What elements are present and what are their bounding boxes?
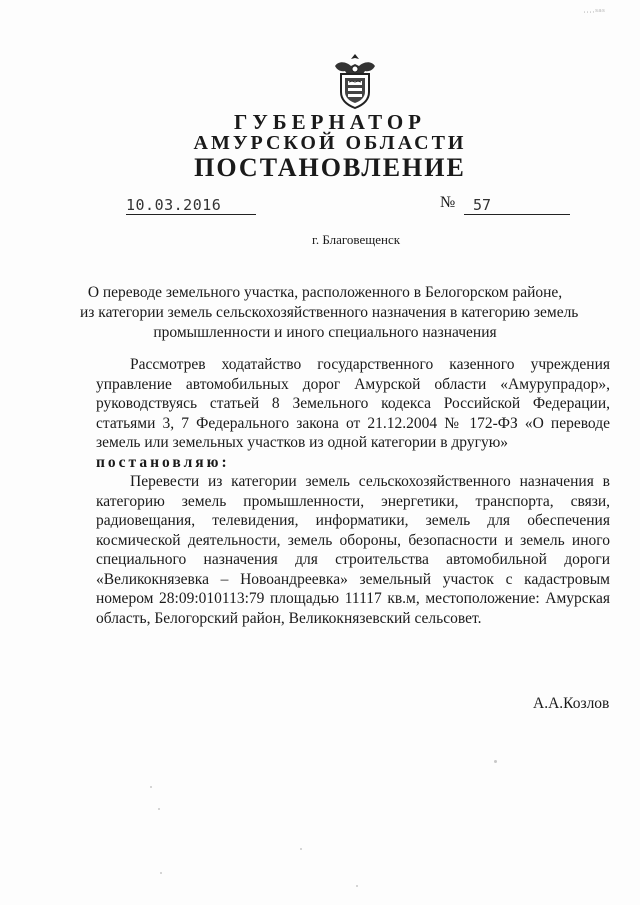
scan-speck xyxy=(300,848,302,850)
scan-speck xyxy=(160,872,162,874)
issuer-title: ГУБЕРНАТОР xyxy=(233,110,427,134)
document-body xyxy=(96,355,610,628)
document-type: ПОСТАНОВЛЕНИЕ xyxy=(194,153,466,182)
number-sign: № xyxy=(440,194,456,211)
issuer-region: АМУРСКОЙ ОБЛАСТИ xyxy=(193,132,467,154)
scan-corner-mark: ⋯·ˢᵃˢ xyxy=(583,8,606,18)
scan-speck xyxy=(356,885,358,887)
operative-paragraph: Перевести из категории земель сельскохозяйственного назначения в категорию земель промышленности, энергетики, транспорта, связи, радиовещания, телевидения, информатики, земель для обеспечения космической деятельности, земель обороны, безопасности и земель иного специального назначения для строительства автомобильной дороги «Великокнязевка – Новоандреевка» земельный участок с кадастровым номером 28:09:010113:79 площадью 11117 кв.м, местоположение: Амурская область, Белогорский район, Великокнязевский сельсовет. xyxy=(96,473,610,627)
preamble-paragraph: Рассмотрев ходатайство государственного казенного учреждения управление автомобильных дорог Амурской области «Амурупрадор», руководствуясь статьей 8 Земельного кодекса Российской Федерации, статьями 3, 7 Федерального закона от 21.12.2004 № 172-ФЗ «О переводе земель или земельных участков из одной категории в другую» xyxy=(96,356,610,451)
scan-speck xyxy=(150,786,152,788)
decree-word: постановляю: xyxy=(96,453,230,471)
subject-line: из категории земель сельскохозяйственного назначения в категорию земель xyxy=(80,304,579,321)
signatory-name: А.А.Козлов xyxy=(533,695,610,712)
city: г. Благовещенск xyxy=(311,232,401,247)
scan-speck xyxy=(494,760,497,763)
scan-speck xyxy=(158,808,160,810)
document-date: 10.03.2016 xyxy=(126,196,256,215)
document-number: 57 xyxy=(473,196,492,214)
subject-line: О переводе земельного участка, расположенного в Белогорском районе, xyxy=(87,284,563,301)
coat-of-arms-icon xyxy=(329,52,381,110)
document-number-field xyxy=(464,196,570,215)
subject-line: промышленности и иного специального назначения xyxy=(153,324,497,341)
document-subject xyxy=(80,283,579,343)
